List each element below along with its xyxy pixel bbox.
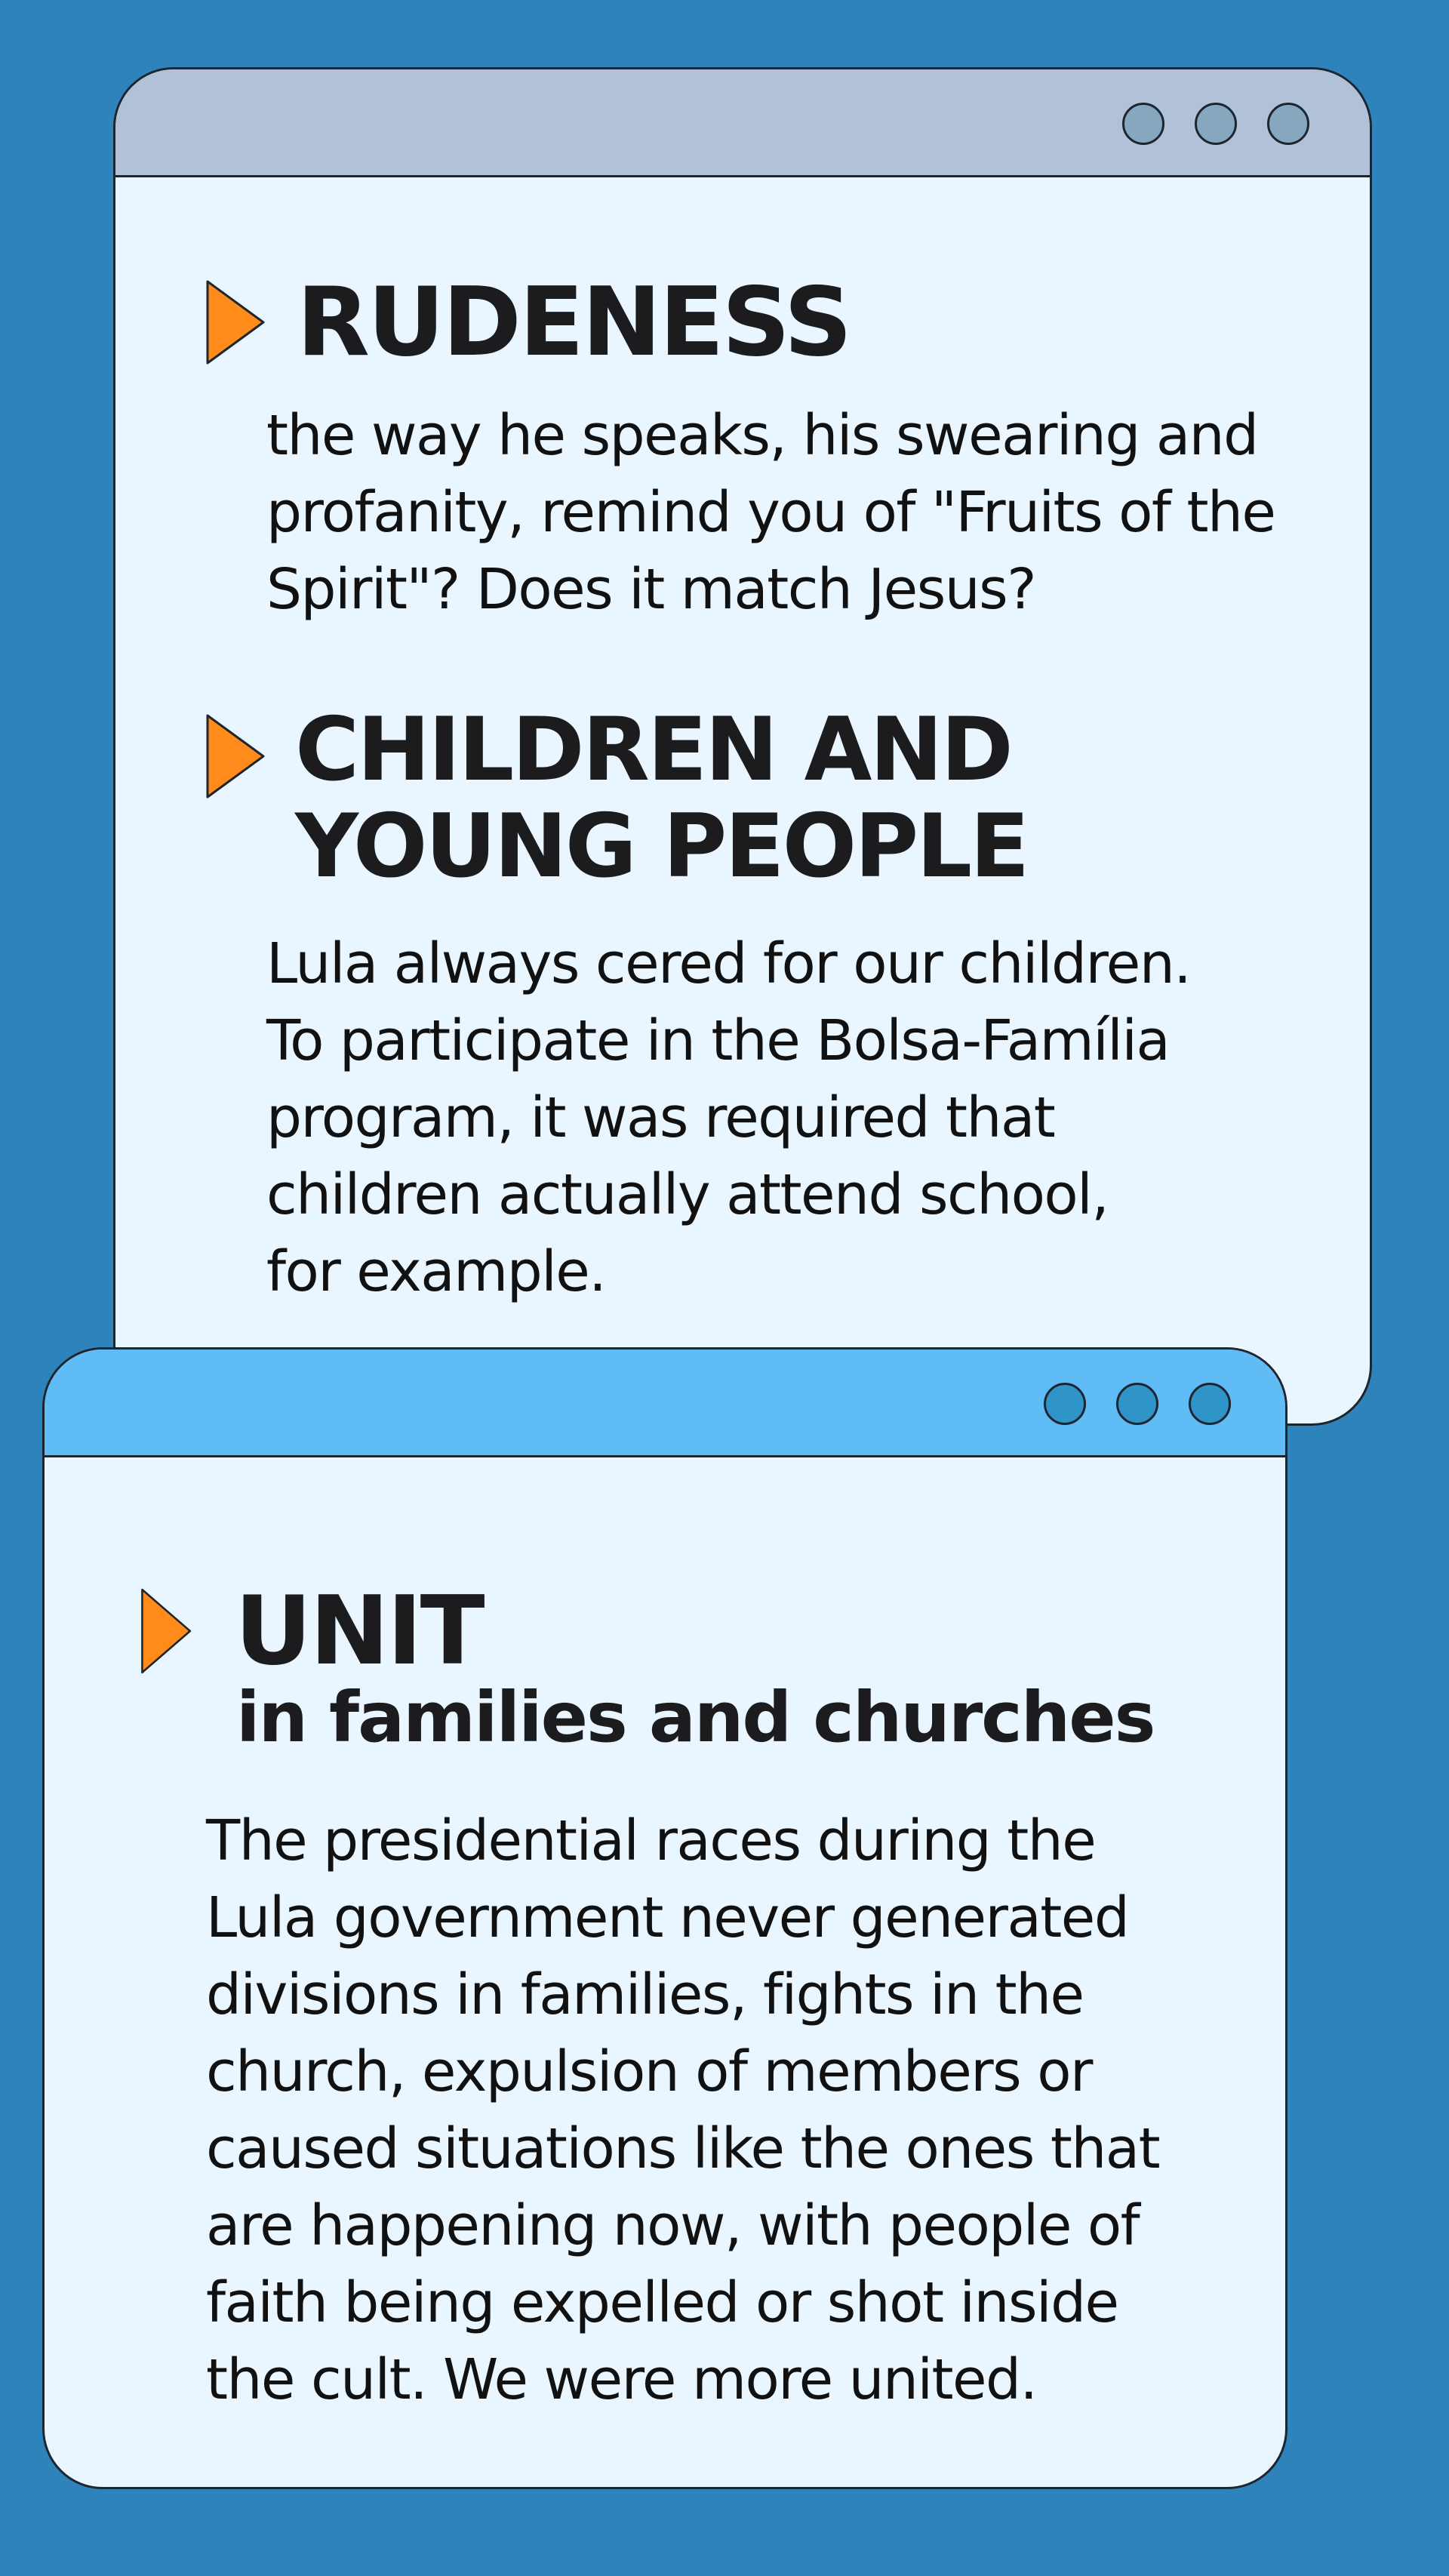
window-control-dot-3[interactable] [1189,1383,1231,1425]
section-heading-children-line-2: YOUNG PEOPLE [295,796,1028,897]
orange-play-arrow-icon [205,277,268,368]
section-heading-children-line-1: CHILDREN AND [295,699,1011,801]
window-titlebar [45,1350,1285,1457]
orange-play-arrow-icon [135,1586,198,1676]
window-control-dot-1[interactable] [1122,103,1164,145]
window-control-dot-2[interactable] [1195,103,1237,145]
window-control-dot-3[interactable] [1267,103,1309,145]
window-control-dot-2[interactable] [1116,1383,1158,1425]
window-control-dot-1[interactable] [1044,1383,1086,1425]
section-subheading-unit: in families and churches [236,1677,1155,1758]
window-titlebar [115,69,1370,177]
section-text-children: Lula always cered for our children. To participate in the Bolsa-Família program, it was required that children actually attend school, for example. [266,931,1191,1304]
section-text-rudeness: the way he speaks, his swearing and profanity, remind you of "Fruits of the Spirit"? Does it match Jesus? [266,403,1275,622]
back-window [113,67,1372,1426]
section-heading-rudeness: RUDENESS [297,266,851,377]
section-text-unit: The presidential races during the Lula government never generated divisions in families, fights in the church, expulsion of members or caused situations like the ones that are happening now, with people of faith being expelled or shot inside the cult. We were more united. [206,1808,1160,2412]
orange-play-arrow-icon [205,711,268,802]
section-heading-unit: UNIT [235,1575,483,1686]
front-window [42,1347,1287,2489]
